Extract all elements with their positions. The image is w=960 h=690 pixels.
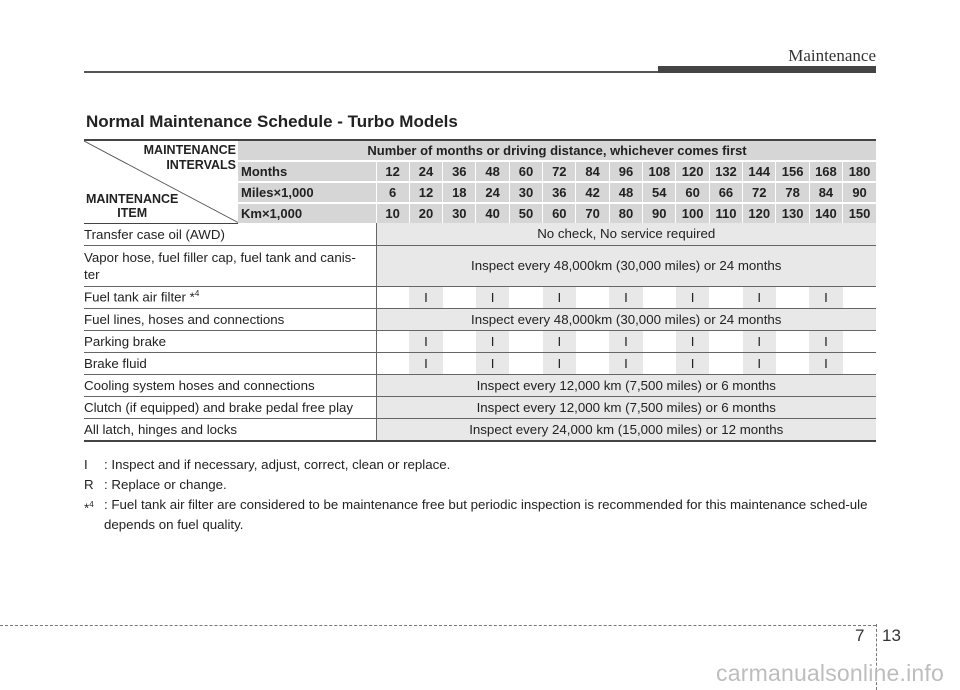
interval-cell <box>376 352 409 374</box>
header-rule <box>84 71 658 73</box>
maintenance-item <box>84 308 376 330</box>
km-value: 40 <box>476 203 509 223</box>
km-value: 70 <box>576 203 609 223</box>
note-inspect <box>84 455 879 475</box>
interval-cell <box>376 330 409 352</box>
months-value: 84 <box>576 161 609 182</box>
inspect-mark: I <box>676 352 709 374</box>
miles-value: 42 <box>576 182 609 203</box>
interval-cell <box>576 352 609 374</box>
maintenance-schedule-table <box>84 139 876 442</box>
maintenance-item-label: Fuel tank air filter * <box>84 289 195 305</box>
maintenance-item <box>84 374 376 396</box>
watermark: carmanualsonline.info <box>716 660 944 686</box>
inspect-mark: I <box>743 330 776 352</box>
inspect-mark: I <box>809 286 842 308</box>
inspect-mark: I <box>743 286 776 308</box>
table-row <box>84 308 876 330</box>
interval-cell <box>443 352 476 374</box>
interval-instruction: Inspect every 48,000km (30,000 miles) or 24 months <box>376 245 876 286</box>
corner-top-line-1: MAINTENANCE <box>143 143 236 157</box>
table-row <box>84 418 876 441</box>
interval-cell <box>443 286 476 308</box>
inspect-mark: I <box>476 352 509 374</box>
miles-label: Miles×1,000 <box>238 182 376 203</box>
table-row <box>84 352 876 374</box>
km-value: 140 <box>809 203 842 223</box>
inspect-mark: I <box>609 352 642 374</box>
months-value: 12 <box>376 161 409 182</box>
inspect-mark: I <box>743 352 776 374</box>
km-label: Km×1,000 <box>238 203 376 223</box>
note-text: : Inspect and if necessary, adjust, correct, clean or replace. <box>104 457 451 472</box>
table-row <box>84 286 876 308</box>
inspect-mark: I <box>543 330 576 352</box>
km-value: 130 <box>776 203 809 223</box>
miles-value: 60 <box>676 182 709 203</box>
interval-cell <box>776 330 809 352</box>
miles-value: 6 <box>376 182 409 203</box>
inspect-mark: I <box>676 330 709 352</box>
interval-instruction: Inspect every 12,000 km (7,500 miles) or 6 months <box>376 374 876 396</box>
footer-rule <box>0 625 876 626</box>
miles-value: 66 <box>709 182 742 203</box>
header-rule-bar <box>658 66 876 73</box>
corner-bottom-line-1: MAINTENANCE <box>86 191 179 206</box>
maintenance-item <box>84 418 376 441</box>
months-value: 60 <box>509 161 542 182</box>
corner-bottom-line-2: ITEM <box>117 205 148 220</box>
note-key-symbol: * <box>84 500 90 516</box>
inspect-mark: I <box>409 330 442 352</box>
miles-value: 54 <box>643 182 676 203</box>
miles-value: 24 <box>476 182 509 203</box>
interval-instruction: Inspect every 24,000 km (15,000 miles) or 12 months <box>376 418 876 441</box>
miles-value: 90 <box>843 182 876 203</box>
note-key: I <box>84 457 88 472</box>
interval-cell <box>509 330 542 352</box>
miles-value: 12 <box>409 182 442 203</box>
interval-cell <box>576 286 609 308</box>
note-replace <box>84 475 879 495</box>
inspect-mark: I <box>609 330 642 352</box>
maintenance-item-label: Brake fluid <box>84 355 147 371</box>
interval-cell <box>643 330 676 352</box>
interval-cell <box>843 286 876 308</box>
table-corner-cell <box>84 140 238 223</box>
maintenance-item-label: All latch, hinges and locks <box>84 421 237 437</box>
inspect-mark: I <box>809 330 842 352</box>
months-value: 168 <box>809 161 842 182</box>
miles-value: 48 <box>609 182 642 203</box>
km-value: 100 <box>676 203 709 223</box>
maintenance-item-label: Vapor hose, fuel filler cap, fuel tank and canis-ter <box>84 249 356 282</box>
interval-cell <box>576 330 609 352</box>
months-value: 36 <box>443 161 476 182</box>
corner-top-line-2: INTERVALS <box>166 158 236 172</box>
months-value: 180 <box>843 161 876 182</box>
inspect-mark: I <box>409 286 442 308</box>
footnote-marker: 4 <box>194 289 200 299</box>
interval-cell <box>843 352 876 374</box>
months-value: 108 <box>643 161 676 182</box>
months-value: 48 <box>476 161 509 182</box>
maintenance-item <box>84 396 376 418</box>
km-value: 60 <box>543 203 576 223</box>
interval-cell <box>643 352 676 374</box>
maintenance-item-label: Clutch (if equipped) and brake pedal free play <box>84 399 354 415</box>
corner-item-label <box>86 192 178 220</box>
interval-cell <box>776 352 809 374</box>
maintenance-item <box>84 223 376 245</box>
months-value: 24 <box>409 161 442 182</box>
miles-value: 36 <box>543 182 576 203</box>
interval-cell <box>443 330 476 352</box>
page-title: Normal Maintenance Schedule - Turbo Models <box>86 112 458 131</box>
page-number: 13 <box>882 626 901 645</box>
note-text: : Fuel tank air filter are considered to be maintenance free but periodic inspection is recommended for this maintenance sched-ule depends on fuel quality. <box>104 497 868 532</box>
inspect-mark: I <box>476 286 509 308</box>
months-value: 156 <box>776 161 809 182</box>
interval-cell <box>509 352 542 374</box>
inspect-mark: I <box>543 286 576 308</box>
maintenance-item-label: Fuel lines, hoses and connections <box>84 311 285 327</box>
maintenance-item-label: Cooling system hoses and connections <box>84 377 315 393</box>
table-row <box>84 374 876 396</box>
note-air-filter <box>84 495 879 535</box>
km-value: 30 <box>443 203 476 223</box>
chapter-number: 7 <box>855 626 865 645</box>
km-value: 120 <box>743 203 776 223</box>
km-value: 20 <box>409 203 442 223</box>
inspect-mark: I <box>676 286 709 308</box>
inspect-mark: I <box>609 286 642 308</box>
km-value: 50 <box>509 203 542 223</box>
maintenance-item-label: Parking brake <box>84 333 167 349</box>
interval-cell <box>643 286 676 308</box>
interval-caption: Number of months or driving distance, whichever comes first <box>238 140 876 161</box>
miles-value: 72 <box>743 182 776 203</box>
miles-value: 84 <box>809 182 842 203</box>
km-value: 150 <box>843 203 876 223</box>
km-value: 10 <box>376 203 409 223</box>
maintenance-item <box>84 330 376 352</box>
months-value: 96 <box>609 161 642 182</box>
inspect-mark: I <box>543 352 576 374</box>
inspect-mark: I <box>476 330 509 352</box>
interval-cell <box>843 330 876 352</box>
interval-cell <box>709 330 742 352</box>
miles-value: 30 <box>509 182 542 203</box>
table-row <box>84 245 876 286</box>
interval-cell <box>709 352 742 374</box>
table-row <box>84 223 876 245</box>
miles-value: 78 <box>776 182 809 203</box>
interval-instruction: Inspect every 12,000 km (7,500 miles) or 6 months <box>376 396 876 418</box>
table-row <box>84 396 876 418</box>
maintenance-item-label: Transfer case oil (AWD) <box>84 226 225 242</box>
interval-instruction: No check, No service required <box>376 223 876 245</box>
months-label: Months <box>238 161 376 182</box>
interval-cell <box>376 286 409 308</box>
table-row <box>84 330 876 352</box>
months-value: 132 <box>709 161 742 182</box>
interval-cell <box>776 286 809 308</box>
note-text: : Replace or change. <box>104 477 227 492</box>
corner-intervals-label <box>144 143 236 173</box>
inspect-mark: I <box>409 352 442 374</box>
km-value: 80 <box>609 203 642 223</box>
km-value: 90 <box>643 203 676 223</box>
interval-instruction: Inspect every 48,000km (30,000 miles) or 24 months <box>376 308 876 330</box>
note-key-sup: 4 <box>89 500 94 509</box>
interval-cell <box>709 286 742 308</box>
inspect-mark: I <box>809 352 842 374</box>
maintenance-item <box>84 286 376 308</box>
interval-cell <box>509 286 542 308</box>
maintenance-item <box>84 352 376 374</box>
months-value: 120 <box>676 161 709 182</box>
maintenance-item <box>84 245 376 286</box>
legend-notes <box>84 455 879 535</box>
months-value: 144 <box>743 161 776 182</box>
km-value: 110 <box>709 203 742 223</box>
miles-value: 18 <box>443 182 476 203</box>
months-value: 72 <box>543 161 576 182</box>
section-title: Maintenance <box>788 46 876 65</box>
note-key: R <box>84 477 94 492</box>
note-key <box>84 495 104 535</box>
